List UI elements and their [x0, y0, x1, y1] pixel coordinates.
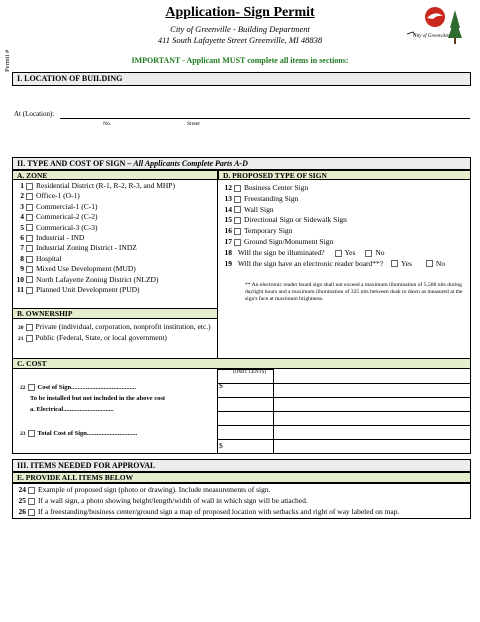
checkbox[interactable] — [28, 509, 35, 516]
ownership-list — [18, 322, 216, 344]
section-2-heading — [12, 157, 471, 170]
illuminated-label: Will the sign be illuminated? — [237, 247, 325, 257]
proposed-label: Freestanding Sign — [244, 193, 299, 203]
permit-number-label: Permit # — [4, 49, 11, 72]
zone-label: Hospital — [36, 253, 62, 263]
dollar-sign: $ — [219, 441, 223, 450]
reader-board-no-checkbox[interactable] — [426, 260, 433, 267]
zone-number: 6 — [20, 232, 24, 242]
section-2-title: II. TYPE AND COST OF SIGN – — [17, 159, 134, 168]
section-2-subtitle: All Applicants Complete Parts A-D — [133, 159, 248, 168]
proposed-label: Ground Sign/Monument Sign — [244, 236, 334, 246]
zone-label: Commerical-2 (C-2) — [36, 212, 98, 222]
zone-item[interactable] — [14, 191, 218, 201]
item-label: If a freestanding/business center/ground sign a map of proposed location with setbacks and right of way labeled on map. — [38, 507, 400, 516]
grid-line — [217, 425, 471, 426]
proposed-item[interactable] — [222, 237, 470, 248]
ownership-label: Public (Federal, State, or local government) — [35, 333, 167, 342]
zone-number: 9 — [20, 264, 24, 274]
zone-item[interactable] — [14, 254, 218, 264]
no-label: No. — [103, 121, 112, 127]
zone-number: 7 — [20, 243, 24, 253]
reader-board-question — [222, 259, 470, 270]
ownership-label: Private (individual, corporation, nonprofit institution, etc.) — [35, 322, 211, 331]
checkbox[interactable] — [26, 235, 33, 242]
cost-number: 22 — [20, 385, 26, 391]
checkbox[interactable] — [26, 214, 33, 221]
checkbox[interactable] — [28, 384, 35, 391]
total-cost-input[interactable] — [219, 440, 271, 452]
proposed-list — [222, 183, 470, 269]
department-line: City of Greenville - Building Department — [170, 24, 310, 34]
checkbox[interactable] — [234, 206, 241, 213]
cost-amount-grid — [217, 369, 471, 454]
illuminated-no-checkbox[interactable] — [365, 250, 372, 257]
item-number: 26 — [18, 507, 26, 516]
checkbox[interactable] — [26, 193, 33, 200]
checkbox[interactable] — [234, 185, 241, 192]
item-number: 25 — [18, 496, 26, 505]
proposed-number: 15 — [224, 215, 232, 225]
street-label: Street — [187, 121, 200, 127]
checkbox[interactable] — [26, 256, 33, 263]
omit-cents-label: (OMIT CENTS) — [233, 370, 267, 375]
yes-label: Yes — [401, 258, 412, 268]
at-location-label: At (Location): — [14, 110, 55, 118]
zone-item[interactable] — [14, 264, 218, 274]
proposed-number: 16 — [224, 226, 232, 236]
cost-heading: C. COST — [12, 358, 471, 369]
page-title: Application- Sign Permit — [165, 5, 315, 20]
zone-item[interactable] — [14, 233, 218, 243]
install-line: To be installed but not included in the above cost — [30, 395, 166, 402]
checkbox[interactable] — [28, 487, 35, 494]
zone-number: 8 — [20, 253, 24, 263]
proposed-label: Business Center Sign — [244, 183, 309, 192]
checkbox[interactable] — [26, 287, 33, 294]
zone-number: 4 — [20, 212, 24, 222]
checkbox[interactable] — [26, 335, 33, 342]
zone-label: North Lafayette Zoning District (NLZD) — [36, 274, 159, 284]
total-cost-row — [20, 430, 137, 437]
address-line: 411 South Lafayette Street Greenville, MI 48838 — [157, 35, 323, 45]
zone-label: Office-1 (O-1) — [36, 191, 80, 201]
approval-item[interactable] — [16, 507, 468, 518]
ownership-heading: B. OWNERSHIP — [12, 308, 218, 319]
checkbox[interactable] — [26, 183, 33, 190]
ownership-number: 20 — [18, 325, 24, 331]
proposed-label: Directional Sign or Sidewalk Sign — [244, 215, 347, 225]
proposed-heading: D. PROPOSED TYPE OF SIGN — [218, 170, 471, 180]
zone-number: 10 — [16, 274, 24, 284]
provide-items-heading: E. PROVIDE ALL ITEMS BELOW — [12, 472, 471, 483]
no-label: No — [375, 247, 385, 257]
ownership-item[interactable] — [18, 322, 216, 333]
proposed-number: 13 — [224, 193, 232, 203]
checkbox[interactable] — [26, 204, 33, 211]
proposed-item[interactable] — [222, 226, 470, 237]
logo-text: City of Greenville — [413, 34, 449, 39]
yes-label: Yes — [344, 247, 356, 257]
zone-number: 11 — [16, 284, 24, 294]
important-notice: IMPORTANT - Applicant MUST complete all items in sections: — [131, 56, 349, 65]
zone-number: 2 — [20, 191, 24, 201]
zone-heading: A. ZONE — [12, 170, 218, 180]
zone-label: Industrial - IND — [36, 232, 85, 242]
total-cost-label: Total Cost of Sign............................... — [37, 430, 138, 437]
cost-of-sign-input[interactable] — [219, 384, 271, 396]
proposed-item[interactable] — [222, 194, 470, 205]
reader-board-yes-checkbox[interactable] — [391, 260, 398, 267]
question-number: 18 — [224, 247, 232, 257]
ownership-number: 21 — [18, 336, 24, 342]
checkbox[interactable] — [234, 196, 241, 203]
approval-item[interactable] — [16, 485, 468, 496]
zone-item[interactable] — [14, 202, 218, 212]
ownership-item[interactable] — [18, 333, 216, 344]
location-input[interactable] — [60, 118, 470, 119]
checkbox[interactable] — [26, 266, 33, 273]
zone-label: Commercial-1 (C-1) — [36, 201, 98, 211]
checkbox[interactable] — [234, 228, 241, 235]
electrical-label: a. Electrical............................... — [30, 406, 114, 413]
illuminated-yes-checkbox[interactable] — [335, 250, 342, 257]
total-number: 23 — [20, 431, 26, 437]
zone-item[interactable] — [14, 243, 218, 253]
no-label: No — [435, 258, 445, 268]
zone-list — [14, 181, 218, 295]
zone-label: Residential District (R-1, R-2, R-3, and MHP) — [36, 181, 175, 190]
checkbox[interactable] — [26, 324, 33, 331]
proposed-item[interactable] — [222, 183, 470, 194]
zone-number: 1 — [20, 181, 24, 190]
checkbox[interactable] — [234, 217, 241, 224]
checkbox[interactable] — [26, 224, 33, 231]
proposed-item[interactable] — [222, 205, 470, 216]
checkbox[interactable] — [28, 430, 35, 437]
proposed-item[interactable] — [222, 215, 470, 226]
item-number: 24 — [18, 485, 26, 494]
cost-of-sign-label: Cost of Sign........................................ — [37, 384, 137, 391]
proposed-label: Wall Sign — [244, 204, 274, 214]
zone-item[interactable] — [14, 275, 218, 285]
section-3-heading: III. ITEMS NEEDED FOR APPROVAL — [12, 459, 471, 472]
illuminated-question — [222, 248, 470, 259]
proposed-number: 17 — [224, 236, 232, 246]
cost-of-sign-row — [20, 384, 136, 391]
zone-item[interactable] — [14, 181, 218, 191]
proposed-label: Temporary Sign — [244, 226, 293, 236]
approval-items — [16, 485, 468, 518]
proposed-number: 14 — [224, 204, 232, 214]
city-logo-icon — [403, 4, 465, 50]
zone-label: Industrial Zoning District - INDZ — [36, 243, 137, 253]
item-label: If a wall sign, a photo showing height/length/width of wall in which sign will be attached. — [38, 496, 308, 505]
reader-board-note: ** An electronic reader board sign shall not exceed a maximum illumination of 5,500 nits during daylight hours and a maximum illumination of 325 nits between dusk to dawn as measured at the sign's face at maximum brightness. — [245, 282, 463, 302]
question-number: 19 — [224, 258, 232, 268]
grid-line — [217, 411, 471, 412]
checkbox[interactable] — [26, 245, 33, 252]
zone-label: Mixed Use Development (MUD) — [36, 264, 136, 274]
checkbox[interactable] — [26, 276, 33, 283]
reader-board-label: Will the sign have an electronic reader board**? — [237, 258, 384, 268]
zone-item[interactable] — [14, 212, 218, 222]
proposed-number: 12 — [224, 183, 232, 192]
approval-item[interactable] — [16, 496, 468, 507]
zone-item[interactable] — [14, 285, 218, 295]
zone-item[interactable] — [14, 223, 218, 233]
checkbox[interactable] — [234, 239, 241, 246]
grid-line — [217, 397, 471, 398]
zone-number: 5 — [20, 222, 24, 232]
dollar-sign: $ — [219, 381, 223, 390]
checkbox[interactable] — [28, 498, 35, 505]
city-logo — [403, 4, 465, 50]
item-label: Example of proposed sign (photo or drawing). Include measurements of sign. — [38, 485, 271, 494]
zone-label: Commerical-3 (C-3) — [36, 222, 98, 232]
zone-number: 3 — [20, 201, 24, 211]
section-1-heading: I. LOCATION OF BUILDING — [12, 72, 471, 86]
zone-label: Planned Unit Development (PUD) — [36, 284, 140, 294]
